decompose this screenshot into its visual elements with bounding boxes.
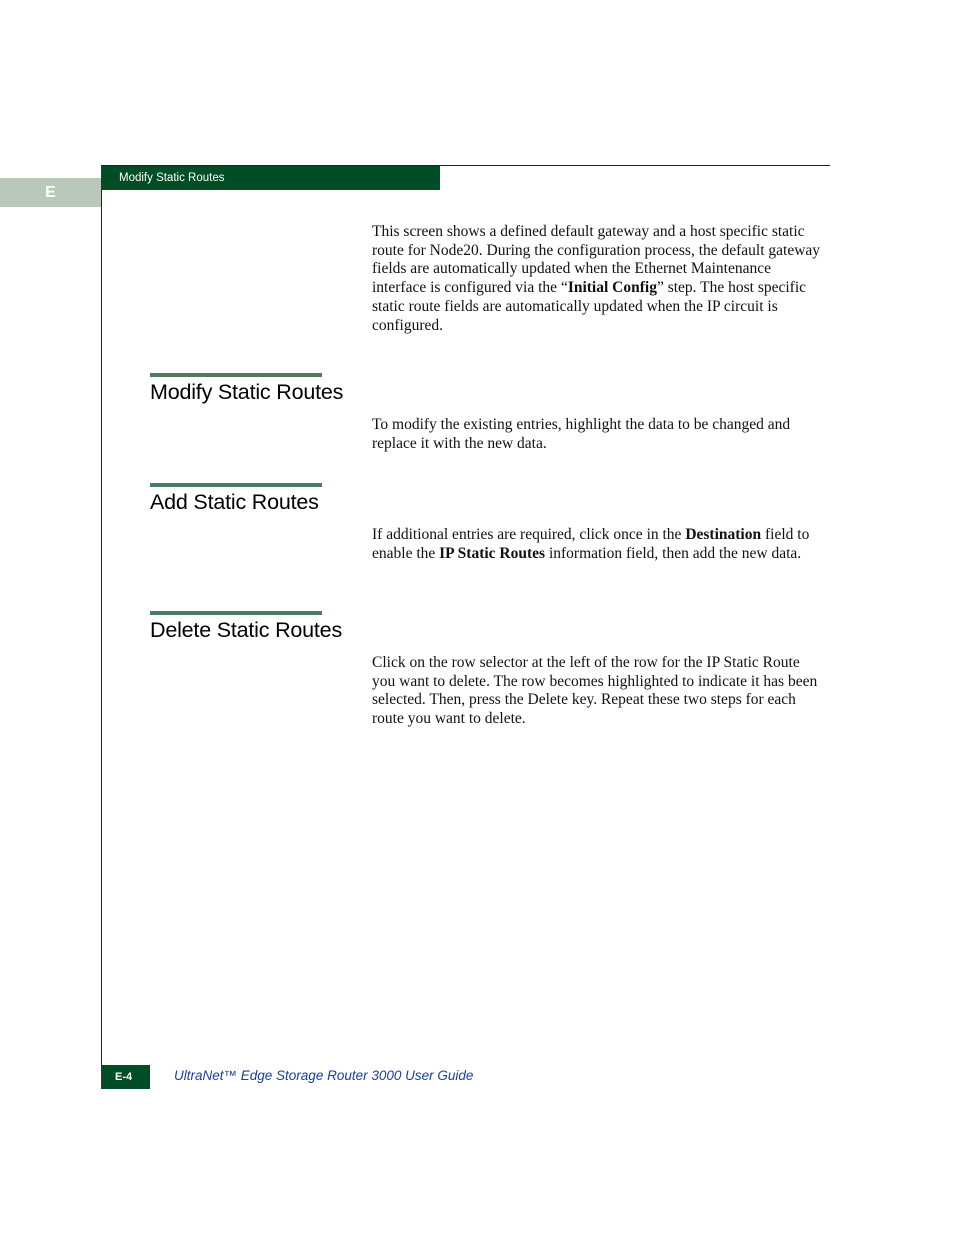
section-title-add: Add Static Routes (150, 490, 319, 514)
modify-paragraph: To modify the existing entries, highlight the data to be changed and replace it with the new data. (372, 416, 791, 452)
page-number: E-4 (101, 1065, 150, 1089)
section-title-delete: Delete Static Routes (150, 618, 342, 642)
footer-guide-title: UltraNet™ Edge Storage Router 3000 User Guide (174, 1068, 474, 1083)
delete-paragraph: Click on the row selector at the left of the row for the IP Static Route you want to delete. The row becomes highlighted to indicate it has been selected. Then, press the Delete key. Repeat these two steps for each route you want to delete. (372, 654, 818, 728)
chapter-tab: E (0, 178, 101, 207)
intro-paragraph: This screen shows a defined default gateway and a host specific static route for Node20. During the configuration process, the default gateway fields are automatically updated when the Ethernet Maintenance interface is configured via the “Initial Config” step. The host specific static route fields are automatically updated when the IP circuit is configured. (372, 223, 821, 334)
section-rule (150, 611, 322, 615)
running-header: Modify Static Routes (101, 166, 440, 190)
section-rule (150, 483, 322, 487)
section-title-modify: Modify Static Routes (150, 380, 344, 404)
add-paragraph: If additional entries are required, click once in the Destination field to enable the IP Static Routes information field, then add the new data. (372, 526, 810, 562)
section-rule (150, 373, 322, 377)
margin-rule (101, 165, 102, 1089)
